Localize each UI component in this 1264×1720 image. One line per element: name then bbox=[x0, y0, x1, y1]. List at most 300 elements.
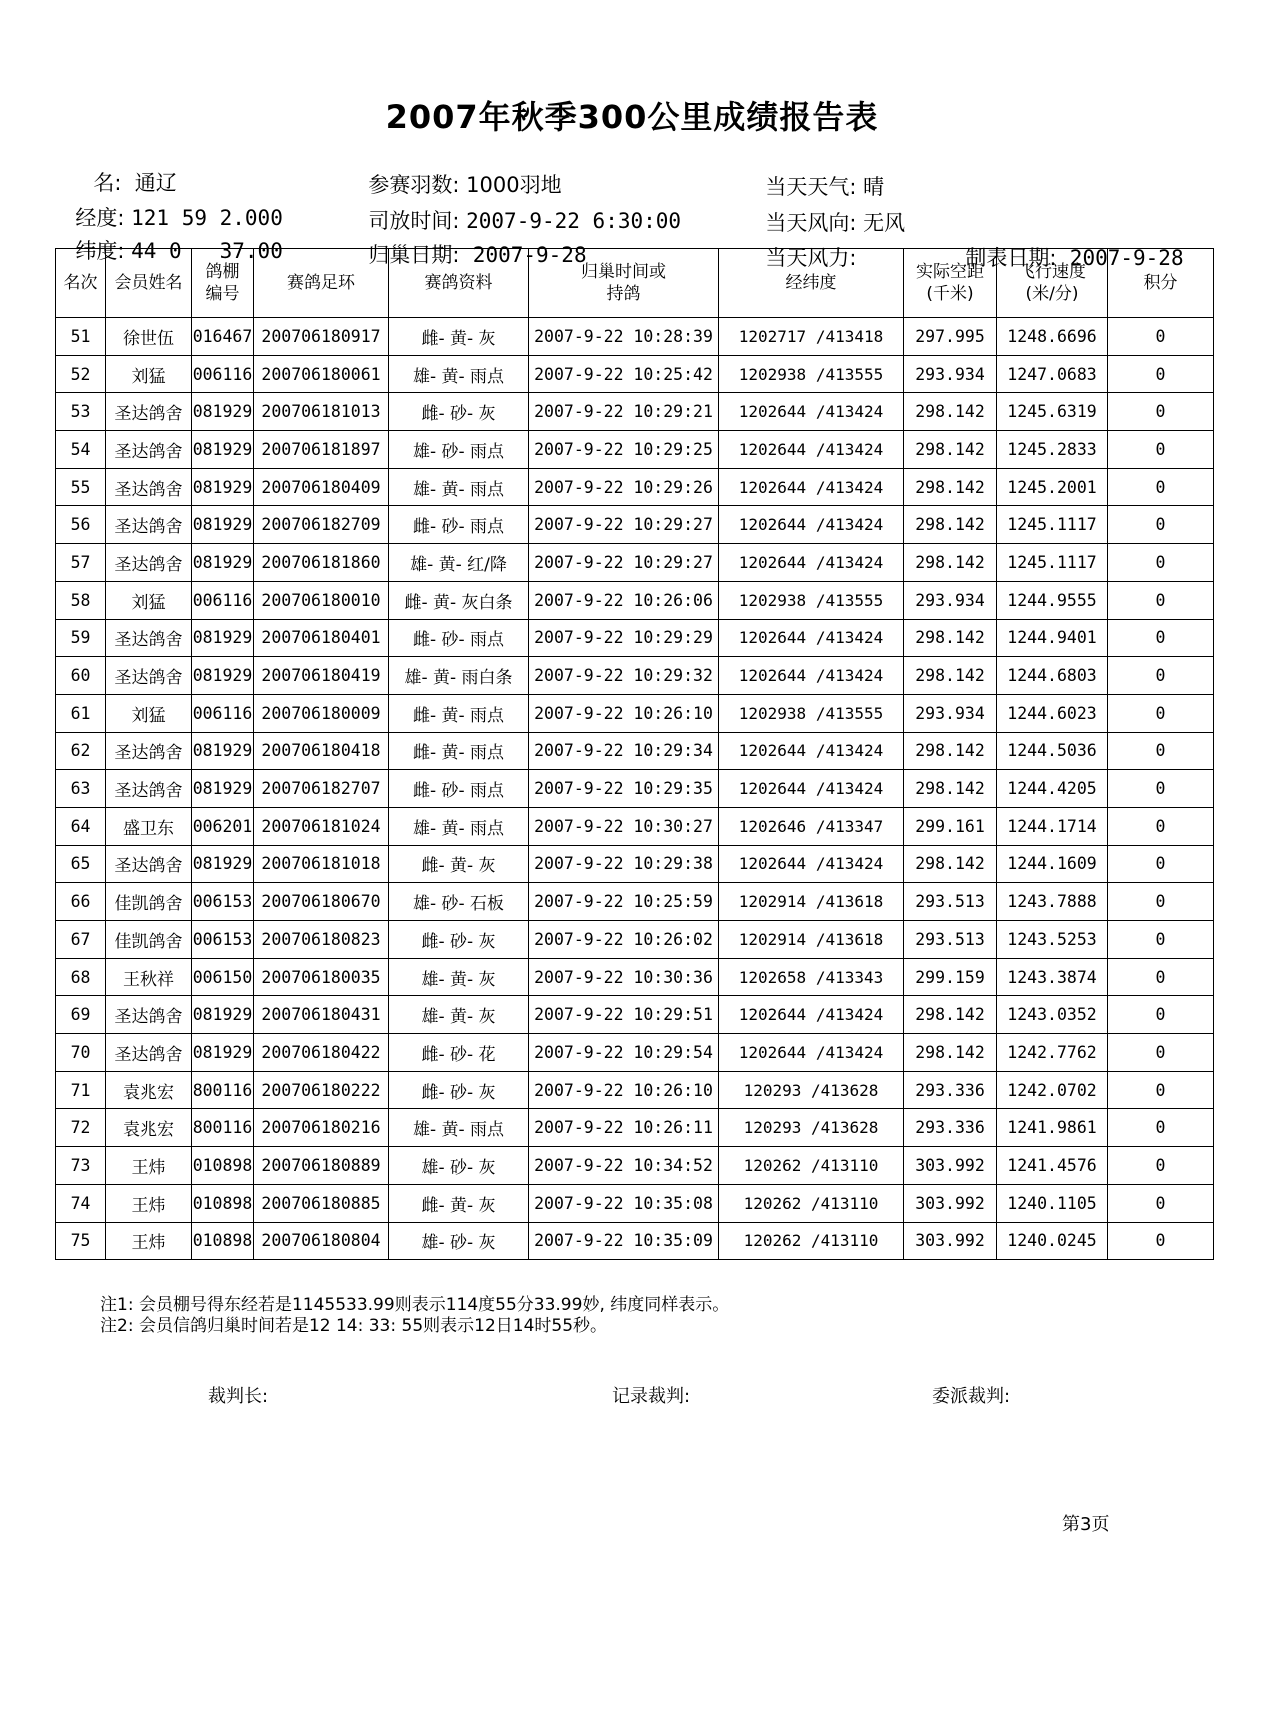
cell-ring: 200706181897 bbox=[254, 431, 389, 469]
cell-rank: 68 bbox=[56, 958, 106, 996]
cell-coords: 1202644 /413424 bbox=[719, 996, 904, 1034]
cell-loft-id: 006201 bbox=[192, 807, 254, 845]
cell-speed: 1244.9555 bbox=[997, 581, 1108, 619]
table-row bbox=[56, 1071, 1214, 1109]
note-1: 注1: 会员棚号得东经若是1145533.99则表示114度55分33.99妙, 纬度同样表示。 bbox=[100, 1295, 730, 1315]
cell-points: 0 bbox=[1108, 921, 1214, 959]
cell-distance: 293.934 bbox=[904, 355, 997, 393]
cell-loft-id: 081929 bbox=[192, 1034, 254, 1072]
table-row bbox=[56, 431, 1214, 469]
cell-member: 佳凯鸽舍 bbox=[106, 883, 192, 921]
cell-points: 0 bbox=[1108, 883, 1214, 921]
cell-coords: 1202644 /413424 bbox=[719, 506, 904, 544]
cell-loft-id: 081929 bbox=[192, 544, 254, 582]
cell-loft-id: 006153 bbox=[192, 921, 254, 959]
cell-distance: 293.934 bbox=[904, 581, 997, 619]
cell-arrival: 2007-9-22 10:29:54 bbox=[529, 1034, 719, 1072]
cell-loft-id: 010898 bbox=[192, 1184, 254, 1222]
cell-pigeon-info: 雄- 砂- 灰 bbox=[389, 1147, 529, 1185]
meta-name-value: 通辽 bbox=[134, 171, 177, 195]
cell-coords: 1202644 /413424 bbox=[719, 619, 904, 657]
cell-coords: 1202658 /413343 bbox=[719, 958, 904, 996]
page-number: 第3页 bbox=[1062, 1514, 1110, 1535]
cell-member: 圣达鸽舍 bbox=[106, 1034, 192, 1072]
cell-rank: 70 bbox=[56, 1034, 106, 1072]
cell-points: 0 bbox=[1108, 770, 1214, 808]
cell-member: 圣达鸽舍 bbox=[106, 431, 192, 469]
table-row bbox=[56, 1184, 1214, 1222]
cell-ring: 200706180804 bbox=[254, 1222, 389, 1260]
cell-ring: 200706180418 bbox=[254, 732, 389, 770]
table-row bbox=[56, 468, 1214, 506]
meta-weather-label: 当天天气: bbox=[765, 175, 857, 199]
cell-pigeon-info: 雌- 砂- 灰 bbox=[389, 393, 529, 431]
meta-return-label: 归巢日期: bbox=[368, 243, 460, 267]
cell-pigeon-info: 雌- 黄- 雨点 bbox=[389, 732, 529, 770]
cell-ring: 200706180419 bbox=[254, 657, 389, 695]
cell-points: 0 bbox=[1108, 1034, 1214, 1072]
cell-rank: 52 bbox=[56, 355, 106, 393]
cell-member: 盛卫东 bbox=[106, 807, 192, 845]
cell-pigeon-info: 雄- 黄- 雨点 bbox=[389, 468, 529, 506]
cell-coords: 1202646 /413347 bbox=[719, 807, 904, 845]
cell-distance: 303.992 bbox=[904, 1222, 997, 1260]
table-row bbox=[56, 958, 1214, 996]
cell-arrival: 2007-9-22 10:35:08 bbox=[529, 1184, 719, 1222]
cell-member: 圣达鸽舍 bbox=[106, 770, 192, 808]
cell-ring: 200706180885 bbox=[254, 1184, 389, 1222]
cell-member: 圣达鸽舍 bbox=[106, 657, 192, 695]
cell-rank: 74 bbox=[56, 1184, 106, 1222]
cell-arrival: 2007-9-22 10:29:25 bbox=[529, 431, 719, 469]
cell-speed: 1243.7888 bbox=[997, 883, 1108, 921]
cell-member: 圣达鸽舍 bbox=[106, 996, 192, 1034]
cell-coords: 1202644 /413424 bbox=[719, 431, 904, 469]
cell-ring: 200706180422 bbox=[254, 1034, 389, 1072]
cell-rank: 60 bbox=[56, 657, 106, 695]
meta-latitude-label: 纬度: bbox=[75, 239, 125, 263]
cell-rank: 67 bbox=[56, 921, 106, 959]
cell-member: 徐世伍 bbox=[106, 318, 192, 356]
cell-member: 圣达鸽舍 bbox=[106, 845, 192, 883]
cell-arrival: 2007-9-22 10:30:36 bbox=[529, 958, 719, 996]
cell-points: 0 bbox=[1108, 958, 1214, 996]
table-row bbox=[56, 921, 1214, 959]
table-row bbox=[56, 318, 1214, 356]
cell-pigeon-info: 雌- 黄- 灰 bbox=[389, 1184, 529, 1222]
cell-arrival: 2007-9-22 10:25:42 bbox=[529, 355, 719, 393]
cell-rank: 55 bbox=[56, 468, 106, 506]
cell-pigeon-info: 雄- 黄- 红/降 bbox=[389, 544, 529, 582]
cell-coords: 120262 /413110 bbox=[719, 1222, 904, 1260]
meta-count-value: 1000羽地 bbox=[466, 173, 562, 197]
cell-rank: 59 bbox=[56, 619, 106, 657]
table-row bbox=[56, 807, 1214, 845]
cell-ring: 200706180889 bbox=[254, 1147, 389, 1185]
cell-arrival: 2007-9-22 10:29:35 bbox=[529, 770, 719, 808]
cell-arrival: 2007-9-22 10:25:59 bbox=[529, 883, 719, 921]
table-body bbox=[56, 318, 1214, 1260]
cell-points: 0 bbox=[1108, 506, 1214, 544]
cell-arrival: 2007-9-22 10:35:09 bbox=[529, 1222, 719, 1260]
cell-arrival: 2007-9-22 10:34:52 bbox=[529, 1147, 719, 1185]
meta-wind-direction-label: 当天风向: bbox=[765, 211, 857, 235]
cell-ring: 200706181024 bbox=[254, 807, 389, 845]
cell-pigeon-info: 雌- 黄- 雨点 bbox=[389, 694, 529, 732]
cell-coords: 1202717 /413418 bbox=[719, 318, 904, 356]
table-row bbox=[56, 883, 1214, 921]
cell-pigeon-info: 雌- 砂- 雨点 bbox=[389, 619, 529, 657]
header-points: 积分 bbox=[1108, 249, 1214, 318]
cell-coords: 1202914 /413618 bbox=[719, 921, 904, 959]
cell-ring: 200706180010 bbox=[254, 581, 389, 619]
cell-speed: 1243.0352 bbox=[997, 996, 1108, 1034]
cell-speed: 1244.6803 bbox=[997, 657, 1108, 695]
cell-points: 0 bbox=[1108, 1147, 1214, 1185]
cell-distance: 298.142 bbox=[904, 996, 997, 1034]
cell-loft-id: 010898 bbox=[192, 1222, 254, 1260]
cell-ring: 200706180222 bbox=[254, 1071, 389, 1109]
cell-speed: 1244.1714 bbox=[997, 807, 1108, 845]
cell-coords: 1202938 /413555 bbox=[719, 694, 904, 732]
cell-pigeon-info: 雌- 砂- 花 bbox=[389, 1034, 529, 1072]
table-row bbox=[56, 581, 1214, 619]
cell-coords: 1202644 /413424 bbox=[719, 732, 904, 770]
cell-loft-id: 006153 bbox=[192, 883, 254, 921]
cell-speed: 1240.0245 bbox=[997, 1222, 1108, 1260]
cell-loft-id: 081929 bbox=[192, 732, 254, 770]
cell-speed: 1242.7762 bbox=[997, 1034, 1108, 1072]
table-row bbox=[56, 845, 1214, 883]
cell-distance: 298.142 bbox=[904, 732, 997, 770]
cell-loft-id: 081929 bbox=[192, 845, 254, 883]
cell-member: 王炜 bbox=[106, 1147, 192, 1185]
cell-points: 0 bbox=[1108, 732, 1214, 770]
cell-rank: 72 bbox=[56, 1109, 106, 1147]
table-row bbox=[56, 770, 1214, 808]
meta-count-label: 参赛羽数: bbox=[368, 173, 460, 197]
cell-coords: 1202644 /413424 bbox=[719, 845, 904, 883]
cell-rank: 57 bbox=[56, 544, 106, 582]
cell-speed: 1240.1105 bbox=[997, 1184, 1108, 1222]
cell-loft-id: 800116 bbox=[192, 1071, 254, 1109]
cell-points: 0 bbox=[1108, 318, 1214, 356]
cell-points: 0 bbox=[1108, 845, 1214, 883]
cell-member: 圣达鸽舍 bbox=[106, 468, 192, 506]
cell-coords: 1202644 /413424 bbox=[719, 1034, 904, 1072]
cell-rank: 62 bbox=[56, 732, 106, 770]
cell-rank: 56 bbox=[56, 506, 106, 544]
cell-arrival: 2007-9-22 10:30:27 bbox=[529, 807, 719, 845]
header-ring: 赛鸽足环 bbox=[254, 249, 389, 318]
table-row bbox=[56, 1147, 1214, 1185]
header-member: 会员姓名 bbox=[106, 249, 192, 318]
cell-pigeon-info: 雌- 砂- 灰 bbox=[389, 1071, 529, 1109]
cell-speed: 1245.1117 bbox=[997, 506, 1108, 544]
header-rank: 名次 bbox=[56, 249, 106, 318]
meta-wind-force-label: 当天风力: bbox=[765, 246, 857, 270]
cell-member: 圣达鸽舍 bbox=[106, 619, 192, 657]
cell-points: 0 bbox=[1108, 996, 1214, 1034]
cell-pigeon-info: 雄- 黄- 雨点 bbox=[389, 807, 529, 845]
cell-loft-id: 081929 bbox=[192, 468, 254, 506]
cell-rank: 53 bbox=[56, 393, 106, 431]
table-row bbox=[56, 393, 1214, 431]
meta-wind-direction-value: 无风 bbox=[863, 211, 906, 235]
cell-pigeon-info: 雄- 砂- 雨点 bbox=[389, 431, 529, 469]
cell-member: 王炜 bbox=[106, 1184, 192, 1222]
cell-speed: 1248.6696 bbox=[997, 318, 1108, 356]
header-pigeon-info: 赛鸽资料 bbox=[389, 249, 529, 318]
cell-member: 圣达鸽舍 bbox=[106, 732, 192, 770]
cell-coords: 120293 /413628 bbox=[719, 1109, 904, 1147]
cell-speed: 1244.4205 bbox=[997, 770, 1108, 808]
sign-chief: 裁判长: bbox=[208, 1386, 269, 1407]
meta-return-value: 2007-9-28 bbox=[472, 243, 587, 267]
cell-rank: 75 bbox=[56, 1222, 106, 1260]
cell-arrival: 2007-9-22 10:26:06 bbox=[529, 581, 719, 619]
cell-points: 0 bbox=[1108, 393, 1214, 431]
table-row bbox=[56, 355, 1214, 393]
table-header-row bbox=[56, 249, 1214, 318]
cell-pigeon-info: 雄- 黄- 雨白条 bbox=[389, 657, 529, 695]
cell-points: 0 bbox=[1108, 431, 1214, 469]
cell-loft-id: 081929 bbox=[192, 506, 254, 544]
cell-ring: 200706182709 bbox=[254, 506, 389, 544]
cell-rank: 64 bbox=[56, 807, 106, 845]
cell-speed: 1245.6319 bbox=[997, 393, 1108, 431]
table-row bbox=[56, 694, 1214, 732]
cell-distance: 298.142 bbox=[904, 544, 997, 582]
cell-coords: 1202644 /413424 bbox=[719, 544, 904, 582]
cell-loft-id: 081929 bbox=[192, 393, 254, 431]
meta-name-label: 名: bbox=[93, 171, 122, 195]
cell-distance: 298.142 bbox=[904, 506, 997, 544]
cell-rank: 54 bbox=[56, 431, 106, 469]
cell-member: 袁兆宏 bbox=[106, 1109, 192, 1147]
report-title: 2007年秋季300公里成绩报告表 bbox=[385, 98, 879, 136]
cell-arrival: 2007-9-22 10:29:51 bbox=[529, 996, 719, 1034]
cell-coords: 1202914 /413618 bbox=[719, 883, 904, 921]
cell-distance: 293.336 bbox=[904, 1071, 997, 1109]
cell-speed: 1242.0702 bbox=[997, 1071, 1108, 1109]
meta-weather-value: 晴 bbox=[863, 175, 885, 199]
cell-coords: 1202644 /413424 bbox=[719, 657, 904, 695]
cell-member: 刘猛 bbox=[106, 581, 192, 619]
cell-distance: 298.142 bbox=[904, 845, 997, 883]
cell-ring: 200706180823 bbox=[254, 921, 389, 959]
cell-speed: 1245.1117 bbox=[997, 544, 1108, 582]
cell-arrival: 2007-9-22 10:29:32 bbox=[529, 657, 719, 695]
header-distance: 实际空距(千米) bbox=[904, 249, 997, 318]
cell-coords: 1202938 /413555 bbox=[719, 355, 904, 393]
results-table bbox=[55, 248, 1214, 1260]
meta-release-value: 2007-9-22 6:30:00 bbox=[466, 209, 682, 233]
cell-coords: 1202644 /413424 bbox=[719, 468, 904, 506]
cell-coords: 120293 /413628 bbox=[719, 1071, 904, 1109]
cell-pigeon-info: 雄- 黄- 灰 bbox=[389, 996, 529, 1034]
cell-member: 圣达鸽舍 bbox=[106, 393, 192, 431]
cell-rank: 65 bbox=[56, 845, 106, 883]
table-row bbox=[56, 1034, 1214, 1072]
cell-rank: 61 bbox=[56, 694, 106, 732]
meta-longitude-value: 121 59 2.000 bbox=[131, 206, 283, 230]
cell-loft-id: 800116 bbox=[192, 1109, 254, 1147]
cell-arrival: 2007-9-22 10:29:26 bbox=[529, 468, 719, 506]
cell-rank: 71 bbox=[56, 1071, 106, 1109]
cell-points: 0 bbox=[1108, 581, 1214, 619]
table-row bbox=[56, 996, 1214, 1034]
cell-distance: 293.513 bbox=[904, 883, 997, 921]
cell-member: 圣达鸽舍 bbox=[106, 506, 192, 544]
cell-points: 0 bbox=[1108, 619, 1214, 657]
cell-member: 袁兆宏 bbox=[106, 1071, 192, 1109]
cell-points: 0 bbox=[1108, 694, 1214, 732]
cell-points: 0 bbox=[1108, 657, 1214, 695]
cell-arrival: 2007-9-22 10:29:27 bbox=[529, 506, 719, 544]
cell-loft-id: 081929 bbox=[192, 657, 254, 695]
meta-release-label: 司放时间: bbox=[368, 209, 460, 233]
cell-speed: 1241.4576 bbox=[997, 1147, 1108, 1185]
cell-arrival: 2007-9-22 10:29:38 bbox=[529, 845, 719, 883]
cell-member: 刘猛 bbox=[106, 355, 192, 393]
cell-ring: 200706181860 bbox=[254, 544, 389, 582]
meta-made-date-label: 制表日期: bbox=[965, 246, 1057, 270]
cell-arrival: 2007-9-22 10:26:10 bbox=[529, 1071, 719, 1109]
table-row bbox=[56, 544, 1214, 582]
cell-distance: 293.934 bbox=[904, 694, 997, 732]
cell-distance: 303.992 bbox=[904, 1184, 997, 1222]
table-row bbox=[56, 506, 1214, 544]
sign-recorder: 记录裁判: bbox=[612, 1386, 691, 1407]
cell-member: 圣达鸽舍 bbox=[106, 544, 192, 582]
cell-distance: 303.992 bbox=[904, 1147, 997, 1185]
sign-delegate: 委派裁判: bbox=[932, 1386, 1011, 1407]
table-row bbox=[56, 1109, 1214, 1147]
cell-loft-id: 006116 bbox=[192, 694, 254, 732]
cell-points: 0 bbox=[1108, 355, 1214, 393]
cell-rank: 66 bbox=[56, 883, 106, 921]
header-coords: 经纬度 bbox=[719, 249, 904, 318]
cell-distance: 293.336 bbox=[904, 1109, 997, 1147]
cell-distance: 298.142 bbox=[904, 770, 997, 808]
cell-ring: 200706180917 bbox=[254, 318, 389, 356]
cell-speed: 1244.5036 bbox=[997, 732, 1108, 770]
cell-arrival: 2007-9-22 10:29:21 bbox=[529, 393, 719, 431]
cell-loft-id: 010898 bbox=[192, 1147, 254, 1185]
cell-coords: 1202938 /413555 bbox=[719, 581, 904, 619]
meta-latitude-value: 44 0 37.00 bbox=[131, 239, 283, 263]
cell-arrival: 2007-9-22 10:29:27 bbox=[529, 544, 719, 582]
cell-points: 0 bbox=[1108, 1071, 1214, 1109]
cell-distance: 298.142 bbox=[904, 393, 997, 431]
table-row bbox=[56, 657, 1214, 695]
cell-pigeon-info: 雌- 黄- 灰 bbox=[389, 318, 529, 356]
cell-distance: 299.159 bbox=[904, 958, 997, 996]
cell-pigeon-info: 雄- 砂- 灰 bbox=[389, 1222, 529, 1260]
cell-points: 0 bbox=[1108, 544, 1214, 582]
cell-ring: 200706181018 bbox=[254, 845, 389, 883]
cell-member: 王秋祥 bbox=[106, 958, 192, 996]
meta-longitude-label: 经度: bbox=[75, 206, 125, 230]
cell-ring: 200706180409 bbox=[254, 468, 389, 506]
cell-distance: 293.513 bbox=[904, 921, 997, 959]
cell-arrival: 2007-9-22 10:28:39 bbox=[529, 318, 719, 356]
cell-speed: 1241.9861 bbox=[997, 1109, 1108, 1147]
header-arrival: 归巢时间或持鸽 bbox=[529, 249, 719, 318]
cell-points: 0 bbox=[1108, 1222, 1214, 1260]
header-loft-id: 鸽棚编号 bbox=[192, 249, 254, 318]
cell-distance: 298.142 bbox=[904, 468, 997, 506]
cell-loft-id: 081929 bbox=[192, 996, 254, 1034]
cell-coords: 1202644 /413424 bbox=[719, 393, 904, 431]
cell-points: 0 bbox=[1108, 1109, 1214, 1147]
cell-speed: 1245.2001 bbox=[997, 468, 1108, 506]
cell-ring: 200706180670 bbox=[254, 883, 389, 921]
cell-distance: 299.161 bbox=[904, 807, 997, 845]
cell-speed: 1247.0683 bbox=[997, 355, 1108, 393]
cell-loft-id: 081929 bbox=[192, 431, 254, 469]
cell-pigeon-info: 雄- 黄- 灰 bbox=[389, 958, 529, 996]
cell-arrival: 2007-9-22 10:26:11 bbox=[529, 1109, 719, 1147]
cell-loft-id: 016467 bbox=[192, 318, 254, 356]
cell-speed: 1245.2833 bbox=[997, 431, 1108, 469]
cell-ring: 200706180431 bbox=[254, 996, 389, 1034]
cell-rank: 69 bbox=[56, 996, 106, 1034]
cell-member: 刘猛 bbox=[106, 694, 192, 732]
cell-points: 0 bbox=[1108, 468, 1214, 506]
cell-pigeon-info: 雄- 黄- 雨点 bbox=[389, 1109, 529, 1147]
cell-pigeon-info: 雌- 黄- 灰 bbox=[389, 845, 529, 883]
cell-speed: 1243.3874 bbox=[997, 958, 1108, 996]
cell-pigeon-info: 雌- 砂- 灰 bbox=[389, 921, 529, 959]
cell-pigeon-info: 雌- 黄- 灰白条 bbox=[389, 581, 529, 619]
cell-distance: 298.142 bbox=[904, 431, 997, 469]
cell-arrival: 2007-9-22 10:29:34 bbox=[529, 732, 719, 770]
cell-points: 0 bbox=[1108, 1184, 1214, 1222]
cell-coords: 120262 /413110 bbox=[719, 1184, 904, 1222]
cell-loft-id: 081929 bbox=[192, 770, 254, 808]
cell-rank: 58 bbox=[56, 581, 106, 619]
cell-ring: 200706181013 bbox=[254, 393, 389, 431]
meta-made-date-value: 2007-9-28 bbox=[1069, 246, 1184, 270]
cell-ring: 200706180401 bbox=[254, 619, 389, 657]
cell-ring: 200706180009 bbox=[254, 694, 389, 732]
table-row bbox=[56, 1222, 1214, 1260]
cell-arrival: 2007-9-22 10:29:29 bbox=[529, 619, 719, 657]
cell-loft-id: 006116 bbox=[192, 355, 254, 393]
cell-distance: 297.995 bbox=[904, 318, 997, 356]
cell-ring: 200706182707 bbox=[254, 770, 389, 808]
cell-ring: 200706180216 bbox=[254, 1109, 389, 1147]
cell-member: 王炜 bbox=[106, 1222, 192, 1260]
cell-pigeon-info: 雌- 砂- 雨点 bbox=[389, 770, 529, 808]
table-row bbox=[56, 732, 1214, 770]
cell-points: 0 bbox=[1108, 807, 1214, 845]
cell-ring: 200706180035 bbox=[254, 958, 389, 996]
cell-speed: 1244.6023 bbox=[997, 694, 1108, 732]
cell-distance: 298.142 bbox=[904, 1034, 997, 1072]
cell-speed: 1243.5253 bbox=[997, 921, 1108, 959]
cell-speed: 1244.9401 bbox=[997, 619, 1108, 657]
cell-rank: 63 bbox=[56, 770, 106, 808]
cell-pigeon-info: 雄- 黄- 雨点 bbox=[389, 355, 529, 393]
cell-coords: 120262 /413110 bbox=[719, 1147, 904, 1185]
table-row bbox=[56, 619, 1214, 657]
notes bbox=[100, 1295, 729, 1337]
header-speed: 飞行速度(米/分) bbox=[997, 249, 1108, 318]
cell-distance: 298.142 bbox=[904, 657, 997, 695]
